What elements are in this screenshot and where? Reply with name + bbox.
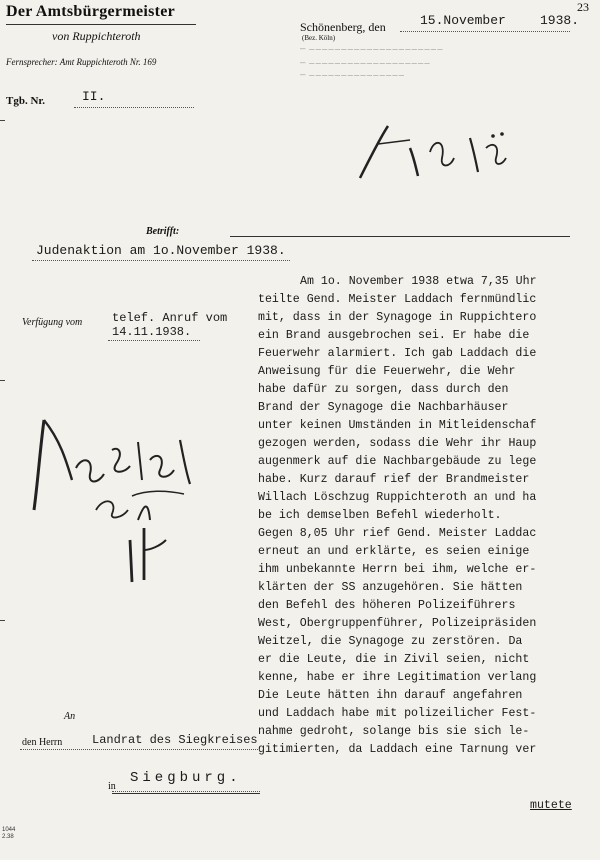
date-dotline [400,31,570,32]
faded-typing: — ̶ ̶ ̶ ̶ ̶ ̶ ̶ ̶ ̶ ̶ ̶ ̶ ̶ ̶ ̶ [300,70,403,80]
body-line: klärten der SS anzugehören. Sie hätten [258,581,523,594]
authority-subtitle: von Ruppichteroth [52,29,141,43]
body-line: teilte Gend. Meister Laddach fernmündlic [258,293,537,306]
archive-reference [2,827,15,841]
date-day: 15.November [420,13,506,28]
recipient-dotline [20,749,260,750]
body-line: West, Obergruppenführer, Polizeipräsiden [258,617,537,630]
body-line: mit, dass in der Synagoge in Ruppichtero [258,311,537,324]
recipient-an: An [64,711,76,722]
body-line: nahme gedroht, solange bis sie sich le- [258,725,530,738]
subject-text: Judenaktion am 1o.November 1938. [36,243,286,258]
tgb-label: Tgb. Nr. [6,95,46,107]
verfuegung-line-1: telef. Anruf vom [112,311,228,325]
body-line: Willach Löschzug Ruppichteroth an und ha [258,491,537,504]
tgb-value: II. [82,89,106,104]
body-line: den Befehl des höheren Polizeiführers [258,599,516,612]
recipient-prefix: den Herrn [22,737,63,748]
margin-tick [0,380,5,381]
subject-top-rule [230,236,570,237]
margin-tick [0,620,5,621]
subject-label: Betrifft: [146,226,180,237]
body-line: Feuerwehr alarmiert. Ich gab Laddach die [258,347,537,360]
body-last-word: mutete [530,799,572,812]
body-line: Weitzel, die Synagoge zu zerstören. Da [258,635,523,648]
body-line: ihm unbekannte Herrn bei ihm, welche er- [258,563,537,576]
body-line: Anweisung für die Feuerwehr, die Wehr [258,365,516,378]
body-line: Gegen 8,05 Uhr rief Gend. Meister Laddac [258,527,537,540]
body-line: Brand der Synagoge die Nachbarhäuser [258,401,509,414]
body-line: er die Leute, die in Zivil seien, nicht [258,653,530,666]
handwritten-marginal-note [20,400,240,590]
place-label: Schönenberg, den [300,20,386,34]
body-line: habe. Kurz darauf rief der Brandmeister [258,473,530,486]
margin-tick [0,120,5,121]
subject-dotline [32,260,290,261]
archive-ref-line: 1044 [2,827,16,833]
tgb-dotline [74,107,194,108]
body-line: habe dafür zu sorgen, dass durch den [258,383,509,396]
city-dotline [112,791,260,792]
body-line: gezogen werden, sodass die Wehr ihr Haup [258,437,537,450]
body-line: kenne, habe er ihre Legitimation verlang [258,671,537,684]
recipient-in: in [108,781,116,792]
body-line: ein Brand ausgebrochen sei. Er habe die [258,329,530,342]
body-line: unter keinen Umständen in Mitleidenschaf [258,419,537,432]
body-line: Am 1o. November 1938 etwa 7,35 Uhr [300,275,537,288]
verfuegung-dotline [108,340,200,341]
place-sub: (Bez. Köln) [302,34,336,42]
body-line: gitimierten, da Laddach eine Tarnung ver [258,743,537,756]
city-underline [112,793,260,794]
verfuegung-line-2: 14.11.1938. [112,325,192,339]
handwritten-mark-top [350,118,520,188]
page-number: 23 [577,0,589,14]
letterhead-rule [6,24,196,25]
archive-ref-line: 2.38 [2,834,14,840]
authority-title: Der Amtsbürgermeister [6,3,176,20]
recipient-name: Landrat des Siegkreises [92,733,258,747]
phone-line: Fernsprecher: Amt Ruppichteroth Nr. 169 [6,57,157,67]
date-year: 1938. [540,13,580,28]
faded-typing: — ̶ ̶ ̶ ̶ ̶ ̶ ̶ ̶ ̶ ̶ ̶ ̶ ̶ ̶ ̶ ̶ ̶ ̶ ̶ ̶ ̶ [300,44,441,54]
recipient-city: Siegburg. [130,770,242,786]
faded-typing: — ̶ ̶ ̶ ̶ ̶ ̶ ̶ ̶ ̶ ̶ ̶ ̶ ̶ ̶ ̶ ̶ ̶ ̶ ̶ [300,58,429,68]
body-line: be ich demselben Befehl wiederholt. [258,509,502,522]
body-line: und Laddach habe mit polizeilicher Fest- [258,707,537,720]
body-line: Die Leute hätten ihn darauf angefahren [258,689,523,702]
body-line: augenmerk auf die Nachbargebäude zu lege [258,455,537,468]
verfuegung-label: Verfügung vom [22,317,83,328]
body-line: erneut an und erklärte, es seien einige [258,545,530,558]
